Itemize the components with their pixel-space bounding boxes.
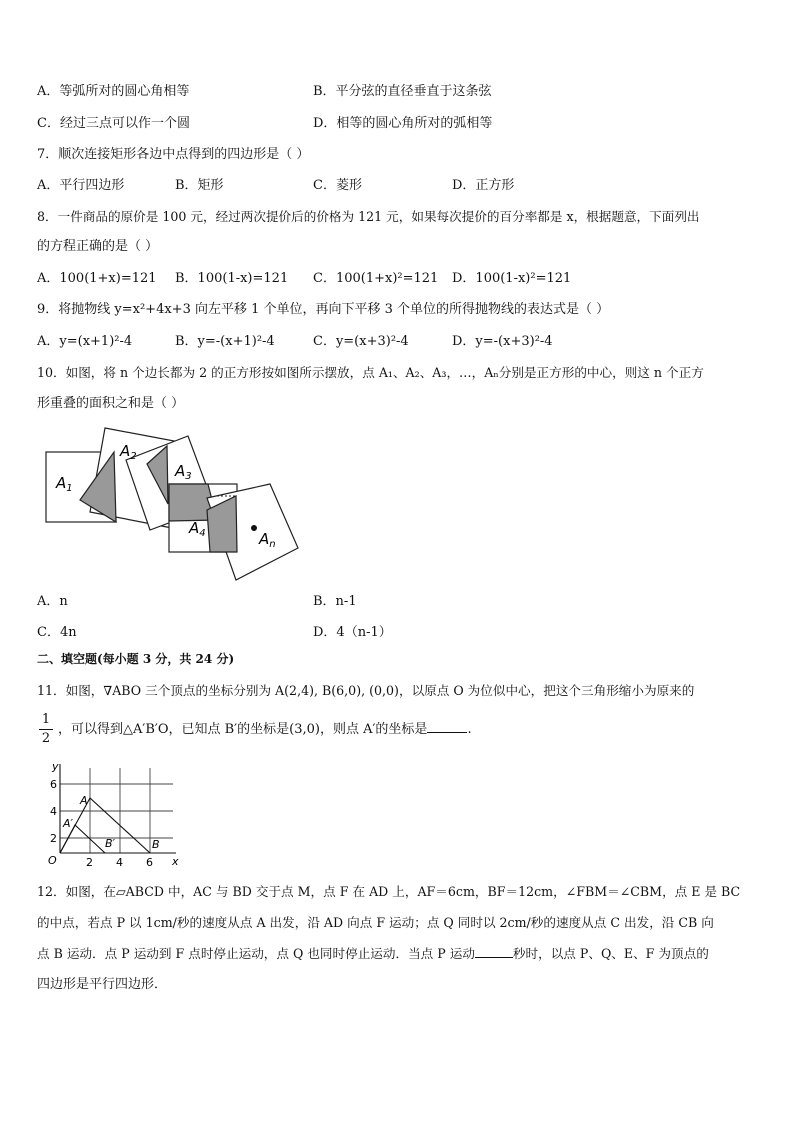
- q12-line3-end: 秒时，以点 P、Q、E、F 为顶点的: [512, 946, 709, 961]
- graph-y-tick-6: 6: [50, 778, 57, 791]
- q8-option-b: B．100(1-x)=121: [175, 271, 289, 286]
- graph-x-label: x: [172, 855, 179, 868]
- graph-x-tick-6: 6: [146, 856, 153, 868]
- q12-line4: 四边形是平行四边形．: [37, 977, 168, 992]
- graph-point-b: B: [152, 838, 160, 851]
- graph-y-tick-2: 2: [50, 832, 57, 845]
- graph-x-tick-4: 4: [116, 856, 123, 868]
- q6-option-c: C．经过三点可以作一个圆: [37, 116, 190, 131]
- q10-option-b: B．n-1: [313, 594, 357, 609]
- q7-option-d: D．正方形: [452, 178, 515, 193]
- q9-option-d: D．y=-(x+3)²-4: [452, 334, 553, 349]
- q8-stem-line1: 8．一件商品的原价是 100 元，经过两次提价后的价格为 121 元，如果每次提价的百分率都是 x，根据题意，下面列出: [37, 209, 700, 224]
- graph-point-b-prime: B′: [105, 837, 116, 850]
- label-an: $A_n$: [259, 530, 276, 550]
- q12-line1: 12．如图，在▱ABCD 中，AC 与 BD 交于点 M，点 F 在 AD 上，AF＝6cm，BF＝12cm，∠FBM＝∠CBM，点 E 是 BC: [37, 884, 741, 899]
- graph-y-tick-4: 4: [50, 805, 57, 818]
- q12-line3: [37, 946, 709, 962]
- q7-option-b: B．矩形: [175, 178, 224, 193]
- graph-x-tick-2: 2: [86, 856, 93, 868]
- q8-option-a: A．100(1+x)=121: [37, 271, 157, 286]
- q9-option-b: B．y=-(x+1)²-4: [175, 334, 275, 349]
- graph-point-a: A: [80, 794, 88, 807]
- q8-option-c: C．100(1+x)²=121: [313, 271, 439, 286]
- q6-option-d: D．相等的圆心角所对的弧相等: [313, 116, 493, 131]
- q7-option-a: A．平行四边形: [37, 178, 125, 193]
- q11-fraction-denominator: 2: [41, 731, 51, 746]
- q11-answer-blank: [427, 732, 467, 733]
- q10-option-d: D．4（n-1）: [313, 625, 392, 640]
- label-a3: $A_3$: [175, 462, 192, 482]
- q10-squares-figure: [40, 420, 305, 585]
- center-an-dot: [251, 525, 257, 531]
- graph-point-a-prime: A′: [63, 817, 74, 830]
- q10-option-c: C．4n: [37, 625, 77, 640]
- q9-option-c: C．y=(x+3)²-4: [313, 334, 409, 349]
- section-2-title: 二、填空题(每小题 3 分，共 24 分): [37, 652, 235, 666]
- graph-y-label: y: [52, 760, 59, 773]
- q6-option-a: A．等弧所对的圆心角相等: [37, 84, 190, 99]
- label-a1: $A_1$: [56, 474, 73, 494]
- q10-stem-line1: 10．如图，将 n 个边长都为 2 的正方形按如图所示摆放，点 A₁、A₂、A₃，…，Aₙ分别是正方形的中心，则这 n 个正方: [37, 365, 704, 380]
- q12-line2: 的中点，若点 P 以 1cm/秒的速度从点 A 出发，沿 AD 向点 F 运动；点 Q 同时以 2cm/秒的速度从点 C 出发，沿 CB 向: [37, 915, 714, 930]
- q10-stem-line2: 形重叠的面积之和是（ ）: [37, 396, 185, 411]
- q8-stem-line2: 的方程正确的是（ ）: [37, 239, 159, 254]
- label-a4: $A_4$: [189, 519, 206, 539]
- q11-fraction-numerator: 1: [41, 712, 51, 727]
- q12-line3-start: 点 B 运动．点 P 运动到 F 点时停止运动，点 Q 也同时停止运动．当点 P 运动: [37, 946, 475, 961]
- q6-option-b: B．平分弦的直径垂直于这条弦: [313, 84, 492, 99]
- q11-stem-line2-end: .: [467, 722, 472, 737]
- q7-option-c: C．菱形: [313, 178, 362, 193]
- q8-option-d: D．100(1-x)²=121: [452, 271, 572, 286]
- q11-stem-line2: [58, 722, 472, 738]
- graph-origin-label: O: [48, 854, 57, 867]
- q11-stem-line1: 11．如图，∇ABO 三个顶点的坐标分别为 A(2,4), B(6,0), (0,0)，以原点 O 为位似中心，把这个三角形缩小为原来的: [37, 683, 695, 698]
- label-a2: $A_2$: [120, 442, 137, 462]
- q9-stem: 9．将抛物线 y=x²+4x+3 向左平移 1 个单位，再向下平移 3 个单位的所得抛物线的表达式是（ ）: [37, 302, 610, 317]
- q11-fraction: [39, 713, 53, 746]
- q7-stem: 7．顺次连接矩形各边中点得到的四边形是（ ）: [37, 147, 310, 162]
- q9-option-a: A．y=(x+1)²-4: [37, 334, 133, 349]
- q11-stem-line2-text: ，可以得到△A′B′O，已知点 B′的坐标是(3,0)，则点 A′的坐标是: [58, 722, 428, 737]
- q10-option-a: A．n: [37, 594, 68, 609]
- q11-coordinate-graph: [38, 760, 183, 868]
- q12-answer-blank: [475, 957, 513, 958]
